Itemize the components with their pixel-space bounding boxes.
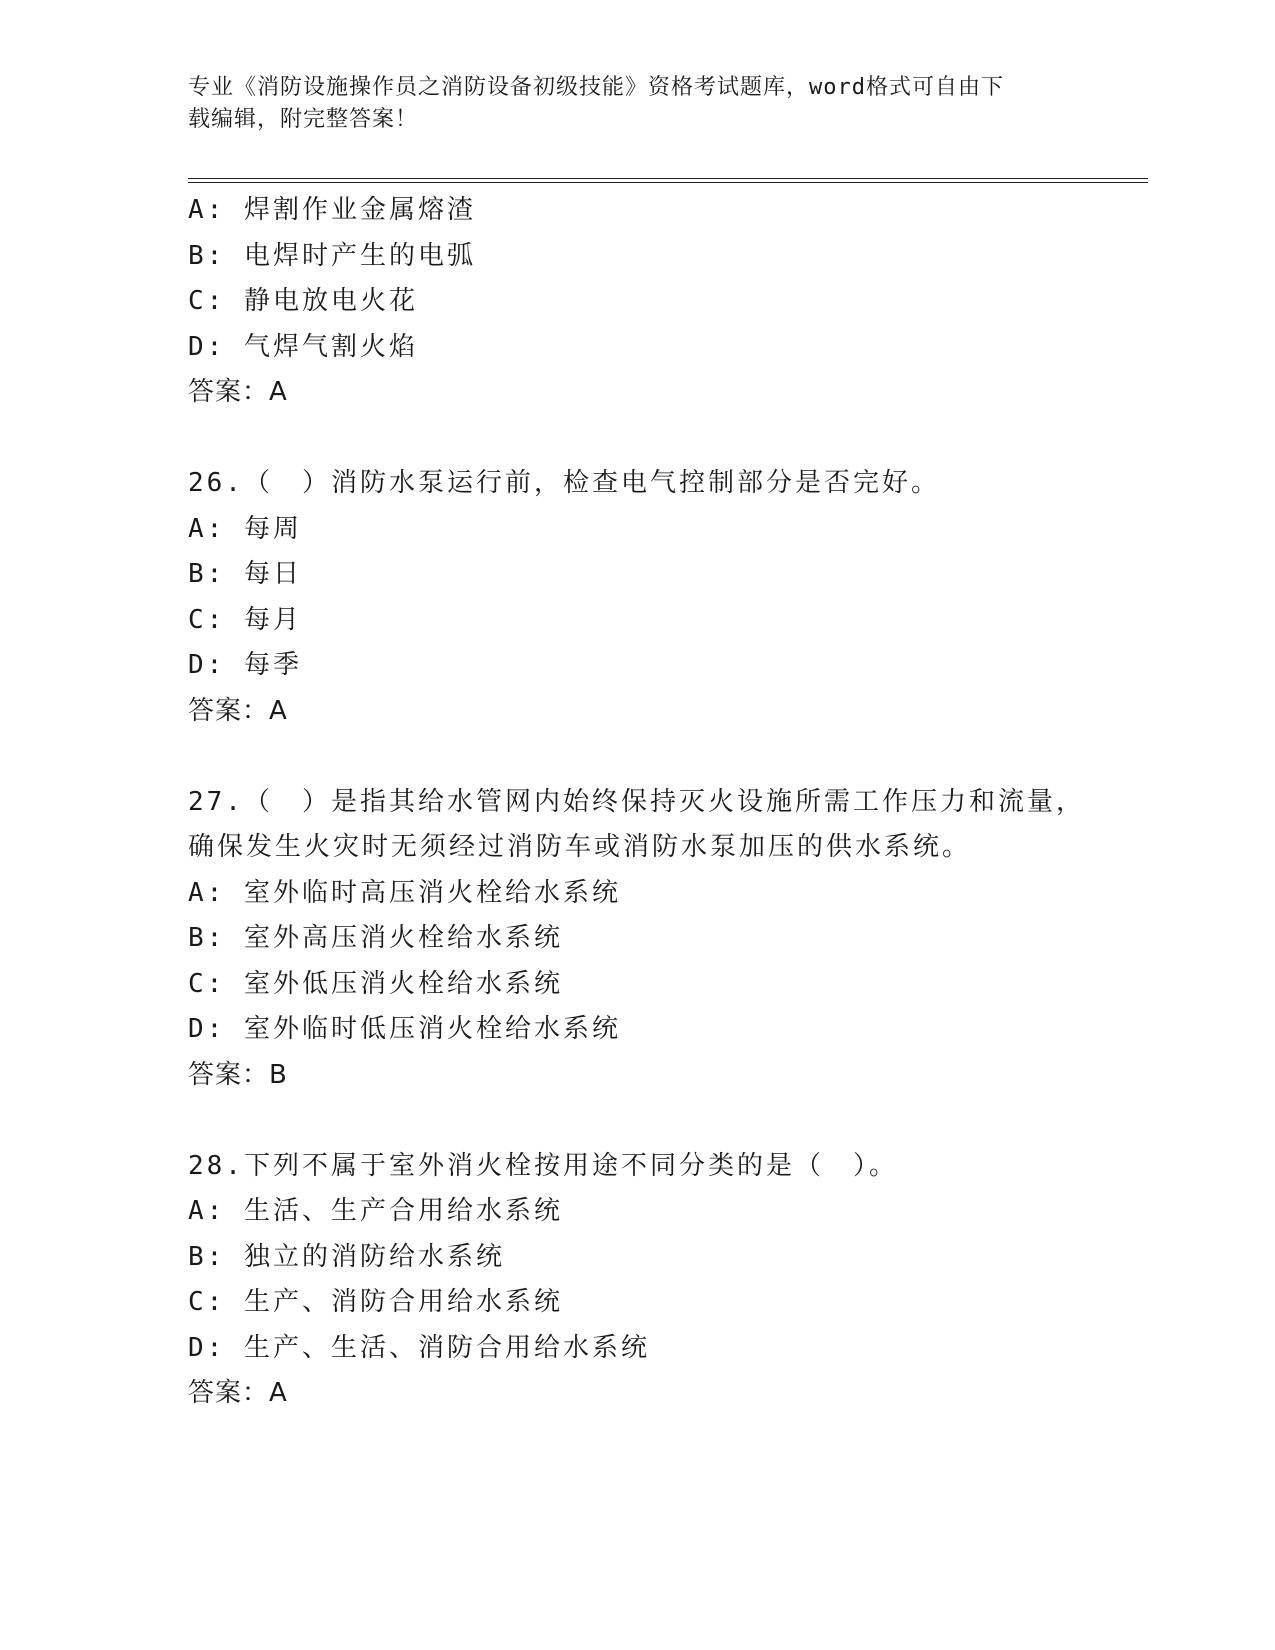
option-b: B: 电焊时产生的电弧 [188,240,476,271]
option-d: D: 每季 [188,650,302,680]
option-a: A: 室外临时高压消火栓给水系统 [188,877,621,908]
question-28 [188,1144,1088,1417]
question-text-line-2: 确保发生火灾时无须经过消防车或消防水泵加压的供水系统。 [188,832,972,862]
option-d: D: 生产、生活、消防合用给水系统 [188,1332,650,1363]
option-d: D: 室外临时低压消火栓给水系统 [188,1014,621,1044]
question-25 [188,188,1088,416]
spacer [188,1098,1088,1144]
option-b: B: 室外高压消火栓给水系统 [188,923,563,953]
option-a: A: 焊割作业金属熔渣 [188,195,476,225]
header-divider [188,178,1148,183]
option-a: A: 每周 [188,513,302,544]
option-b: B: 独立的消防给水系统 [188,1241,505,1272]
spacer [188,416,1088,462]
answer: 答案：B [188,1059,288,1090]
option-c: C: 室外低压消火栓给水系统 [188,968,563,999]
question-27 [188,780,1088,1099]
question-26 [188,461,1088,734]
header-line-2: 载编辑，附完整答案！ [188,107,419,132]
answer: 答案：A [188,695,288,726]
option-a: A: 生活、生产合用给水系统 [188,1196,563,1226]
spacer [188,734,1088,780]
option-c: C: 生产、消防合用给水系统 [188,1287,563,1317]
document-header [188,72,1068,136]
question-text-line-1: 27.（ ）是指其给水管网内始终保持灭火设施所需工作压力和流量， [188,786,1085,817]
answer: 答案：A [188,377,288,407]
option-b: B: 每日 [188,559,302,589]
answer: 答案：A [188,1378,288,1408]
question-list [188,188,1088,1417]
option-c: C: 静电放电火花 [188,286,418,316]
option-d: D: 气焊气割火焰 [188,331,418,362]
option-c: C: 每月 [188,604,302,635]
question-text: 26.（ ）消防水泵运行前，检查电气控制部分是否完好。 [188,468,940,498]
question-text: 28.下列不属于室外消火栓按用途不同分类的是（ ）。 [188,1150,898,1181]
header-line-1: 专业《消防设施操作员之消防设备初级技能》资格考试题库，word格式可自由下 [188,75,1004,100]
